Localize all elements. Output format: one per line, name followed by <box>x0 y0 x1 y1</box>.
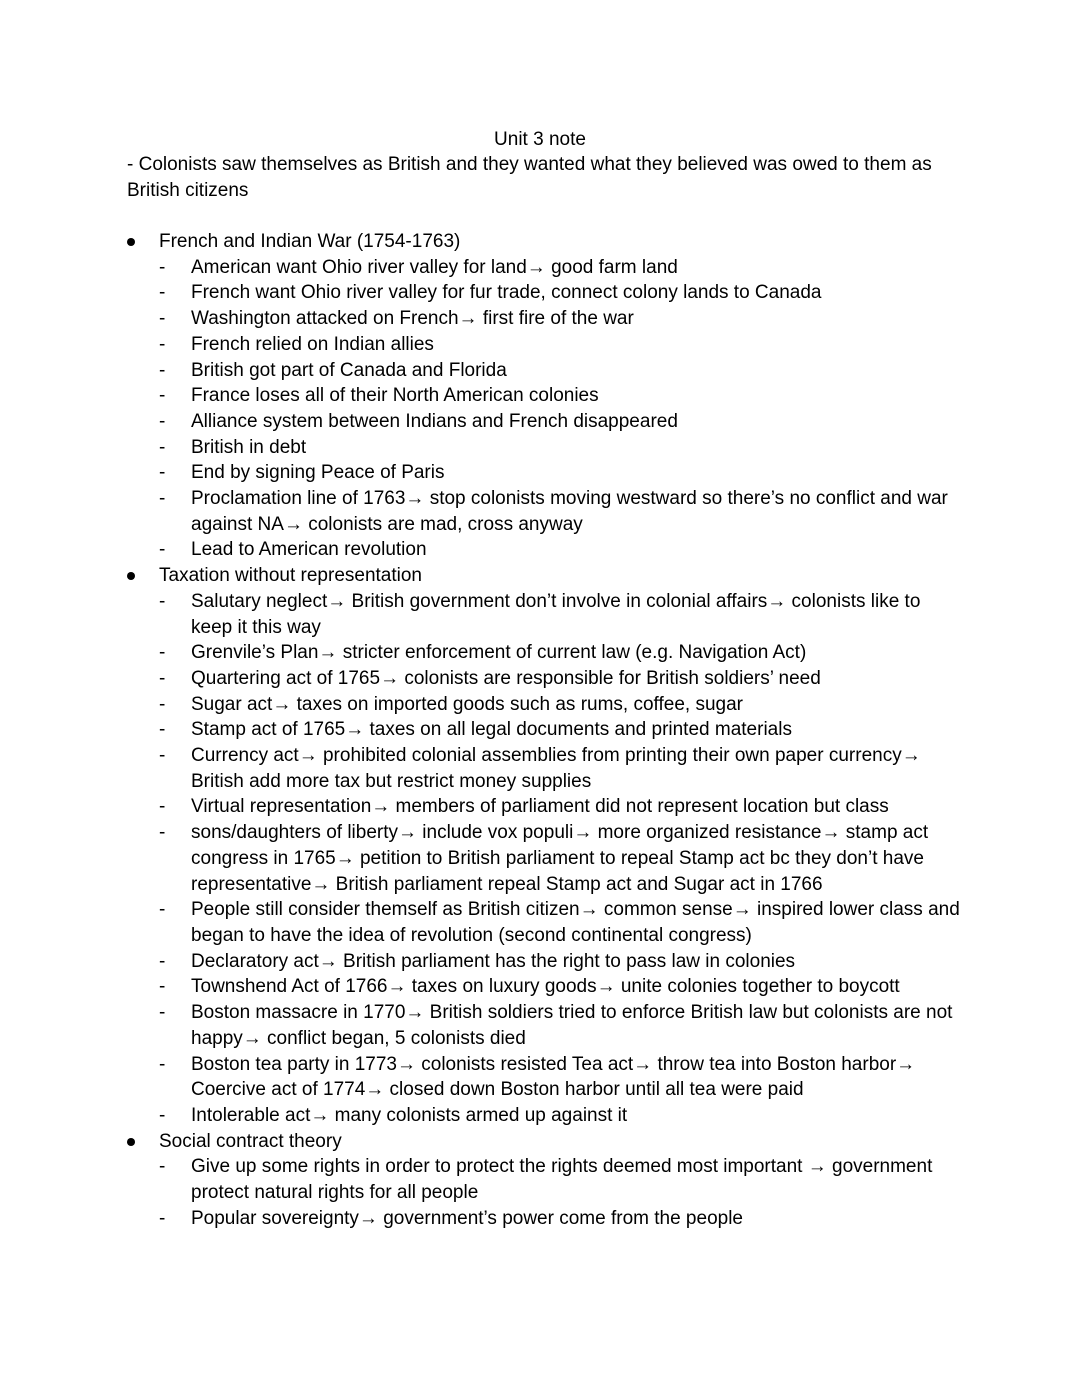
dash-icon: - <box>159 1104 166 1126</box>
list-item <box>0 486 961 537</box>
dash-icon: - <box>159 745 166 767</box>
list-item-text: Virtual representation→ members of parliament did not represent location but class <box>191 796 889 818</box>
list-item-text: Give up some rights in order to protect the rights deemed most important → government protect natural rights for all people <box>191 1156 933 1204</box>
dash-icon: - <box>159 410 166 432</box>
dash-icon: - <box>159 822 166 844</box>
outline-section <box>0 229 1080 563</box>
dash-icon: - <box>159 642 166 664</box>
list-item <box>0 435 961 461</box>
section-heading <box>0 229 1080 255</box>
list-item-text: Stamp act of 1765→ taxes on all legal documents and printed materials <box>191 719 792 741</box>
list-item <box>0 1154 961 1205</box>
page-title: Unit 3 note <box>494 129 586 150</box>
list-item-text: French want Ohio river valley for fur trade, connect colony lands to Canada <box>191 282 822 304</box>
list-item-text: British got part of Canada and Florida <box>191 359 507 381</box>
section-heading-text: Social contract theory <box>159 1130 342 1152</box>
list-item-text: Declaratory act→ British parliament has the right to pass law in colonies <box>191 950 796 972</box>
list-item-text: Grenvile’s Plan→ stricter enforcement of current law (e.g. Navigation Act) <box>191 642 807 664</box>
list-item <box>0 383 961 409</box>
list-item <box>0 255 961 281</box>
dash-icon: - <box>159 1156 166 1178</box>
list-item-text: Popular sovereignty→ government’s power come from the people <box>191 1207 743 1229</box>
list-item <box>0 306 961 332</box>
dash-icon: - <box>159 899 166 921</box>
dash-icon: - <box>159 488 166 510</box>
list-item <box>0 743 961 794</box>
list-item-text: Townshend Act of 1766→ taxes on luxury goods→ unite colonies together to boycott <box>191 976 900 998</box>
dash-icon: - <box>159 1053 166 1075</box>
dash-icon: - <box>159 796 166 818</box>
list-item <box>0 974 961 1000</box>
list-item <box>0 1206 961 1232</box>
list-item-text: Salutary neglect→ British government don’t involve in colonial affairs→ colonists like to keep it this way <box>191 590 921 638</box>
list-item-text: End by signing Peace of Paris <box>191 462 445 484</box>
dash-icon: - <box>159 256 166 278</box>
list-item <box>0 409 961 435</box>
outline-section <box>0 563 1080 1128</box>
list-item-text: Alliance system between Indians and French disappeared <box>191 410 678 432</box>
dash-icon: - <box>159 282 166 304</box>
list-item <box>0 692 961 718</box>
dash-icon: - <box>159 719 166 741</box>
list-item-text: Washington attacked on French→ first fire of the war <box>191 308 634 330</box>
list-item <box>0 1103 961 1129</box>
list-item-text: Proclamation line of 1763→ stop colonists moving westward so there’s no conflict and war against NA→ colonists are mad, cross anyway <box>191 488 948 535</box>
intro-paragraph: - Colonists saw themselves as British and they wanted what they believed was owed to them as British citizens <box>127 154 932 201</box>
list-item-text: Intolerable act→ many colonists armed up against it <box>191 1104 628 1126</box>
dash-icon: - <box>159 590 166 612</box>
list-item <box>0 897 961 948</box>
dash-icon: - <box>159 667 166 689</box>
bullet-icon <box>127 572 135 580</box>
list-item-text: Sugar act→ taxes on imported goods such as rums, coffee, sugar <box>191 693 743 715</box>
list-item-text: Currency act→ prohibited colonial assemblies from printing their own paper currency→ British add more tax but restrict money supplies <box>191 745 921 792</box>
dash-icon: - <box>159 1002 166 1024</box>
list-item <box>0 589 961 640</box>
list-item-text: People still consider themself as British citizen→ common sense→ inspired lower class and began to have the idea of revolution (second continental congress) <box>191 899 960 946</box>
dash-icon: - <box>159 308 166 330</box>
section-heading-text: Taxation without representation <box>159 565 422 587</box>
list-item <box>0 666 961 692</box>
list-item <box>0 358 961 384</box>
section-heading <box>0 1129 1080 1155</box>
list-item <box>0 537 961 563</box>
list-item <box>0 1000 961 1051</box>
list-item-text: Boston massacre in 1770→ British soldiers tried to enforce British law but colonists are not happy→ conflict began, 5 colonists died <box>191 1002 953 1049</box>
dash-icon: - <box>159 693 166 715</box>
list-item <box>0 1052 961 1103</box>
dash-icon: - <box>159 1207 166 1229</box>
list-item <box>0 717 961 743</box>
section-heading-text: French and Indian War (1754-1763) <box>159 231 461 252</box>
dash-icon: - <box>159 385 166 407</box>
list-item-text: American want Ohio river valley for land→ good farm land <box>191 256 678 278</box>
list-item-text: British in debt <box>191 436 307 458</box>
dash-icon: - <box>159 436 166 458</box>
dash-icon: - <box>159 359 166 381</box>
list-item <box>0 820 961 897</box>
bullet-icon <box>127 238 135 246</box>
dash-icon: - <box>159 976 166 998</box>
list-item <box>0 280 961 306</box>
dash-icon: - <box>159 333 166 355</box>
list-item <box>0 794 961 820</box>
dash-icon: - <box>159 950 166 972</box>
list-item <box>0 332 961 358</box>
list-item-text: France loses all of their North American colonies <box>191 385 599 407</box>
sub-list <box>0 589 1080 1129</box>
sub-list <box>0 1154 1080 1231</box>
dash-icon: - <box>159 539 166 561</box>
list-item-text: sons/daughters of liberty→ include vox populi→ more organized resistance→ stamp act congress in 1765→ petition to British parliament to repeal Stamp act bc they don’t have representative→ British parliament repeal Stamp act and Sugar act in 1766 <box>191 822 929 895</box>
list-item-text: French relied on Indian allies <box>191 333 434 355</box>
list-item-text: Boston tea party in 1773→ colonists resisted Tea act→ throw tea into Boston harbor→ Coercive act of 1774→ closed down Boston harbor until all tea were paid <box>191 1053 916 1101</box>
section-heading <box>0 563 1080 589</box>
list-item <box>0 460 961 486</box>
list-item <box>0 949 961 975</box>
dash-icon: - <box>159 462 166 484</box>
outline-section <box>0 1129 1080 1232</box>
list-item-text: Quartering act of 1765→ colonists are responsible for British soldiers’ need <box>191 667 821 689</box>
list-item <box>0 640 961 666</box>
sub-list <box>0 255 1080 563</box>
bullet-icon <box>127 1138 135 1146</box>
outline-list <box>0 229 1080 1231</box>
list-item-text: Lead to American revolution <box>191 539 427 561</box>
